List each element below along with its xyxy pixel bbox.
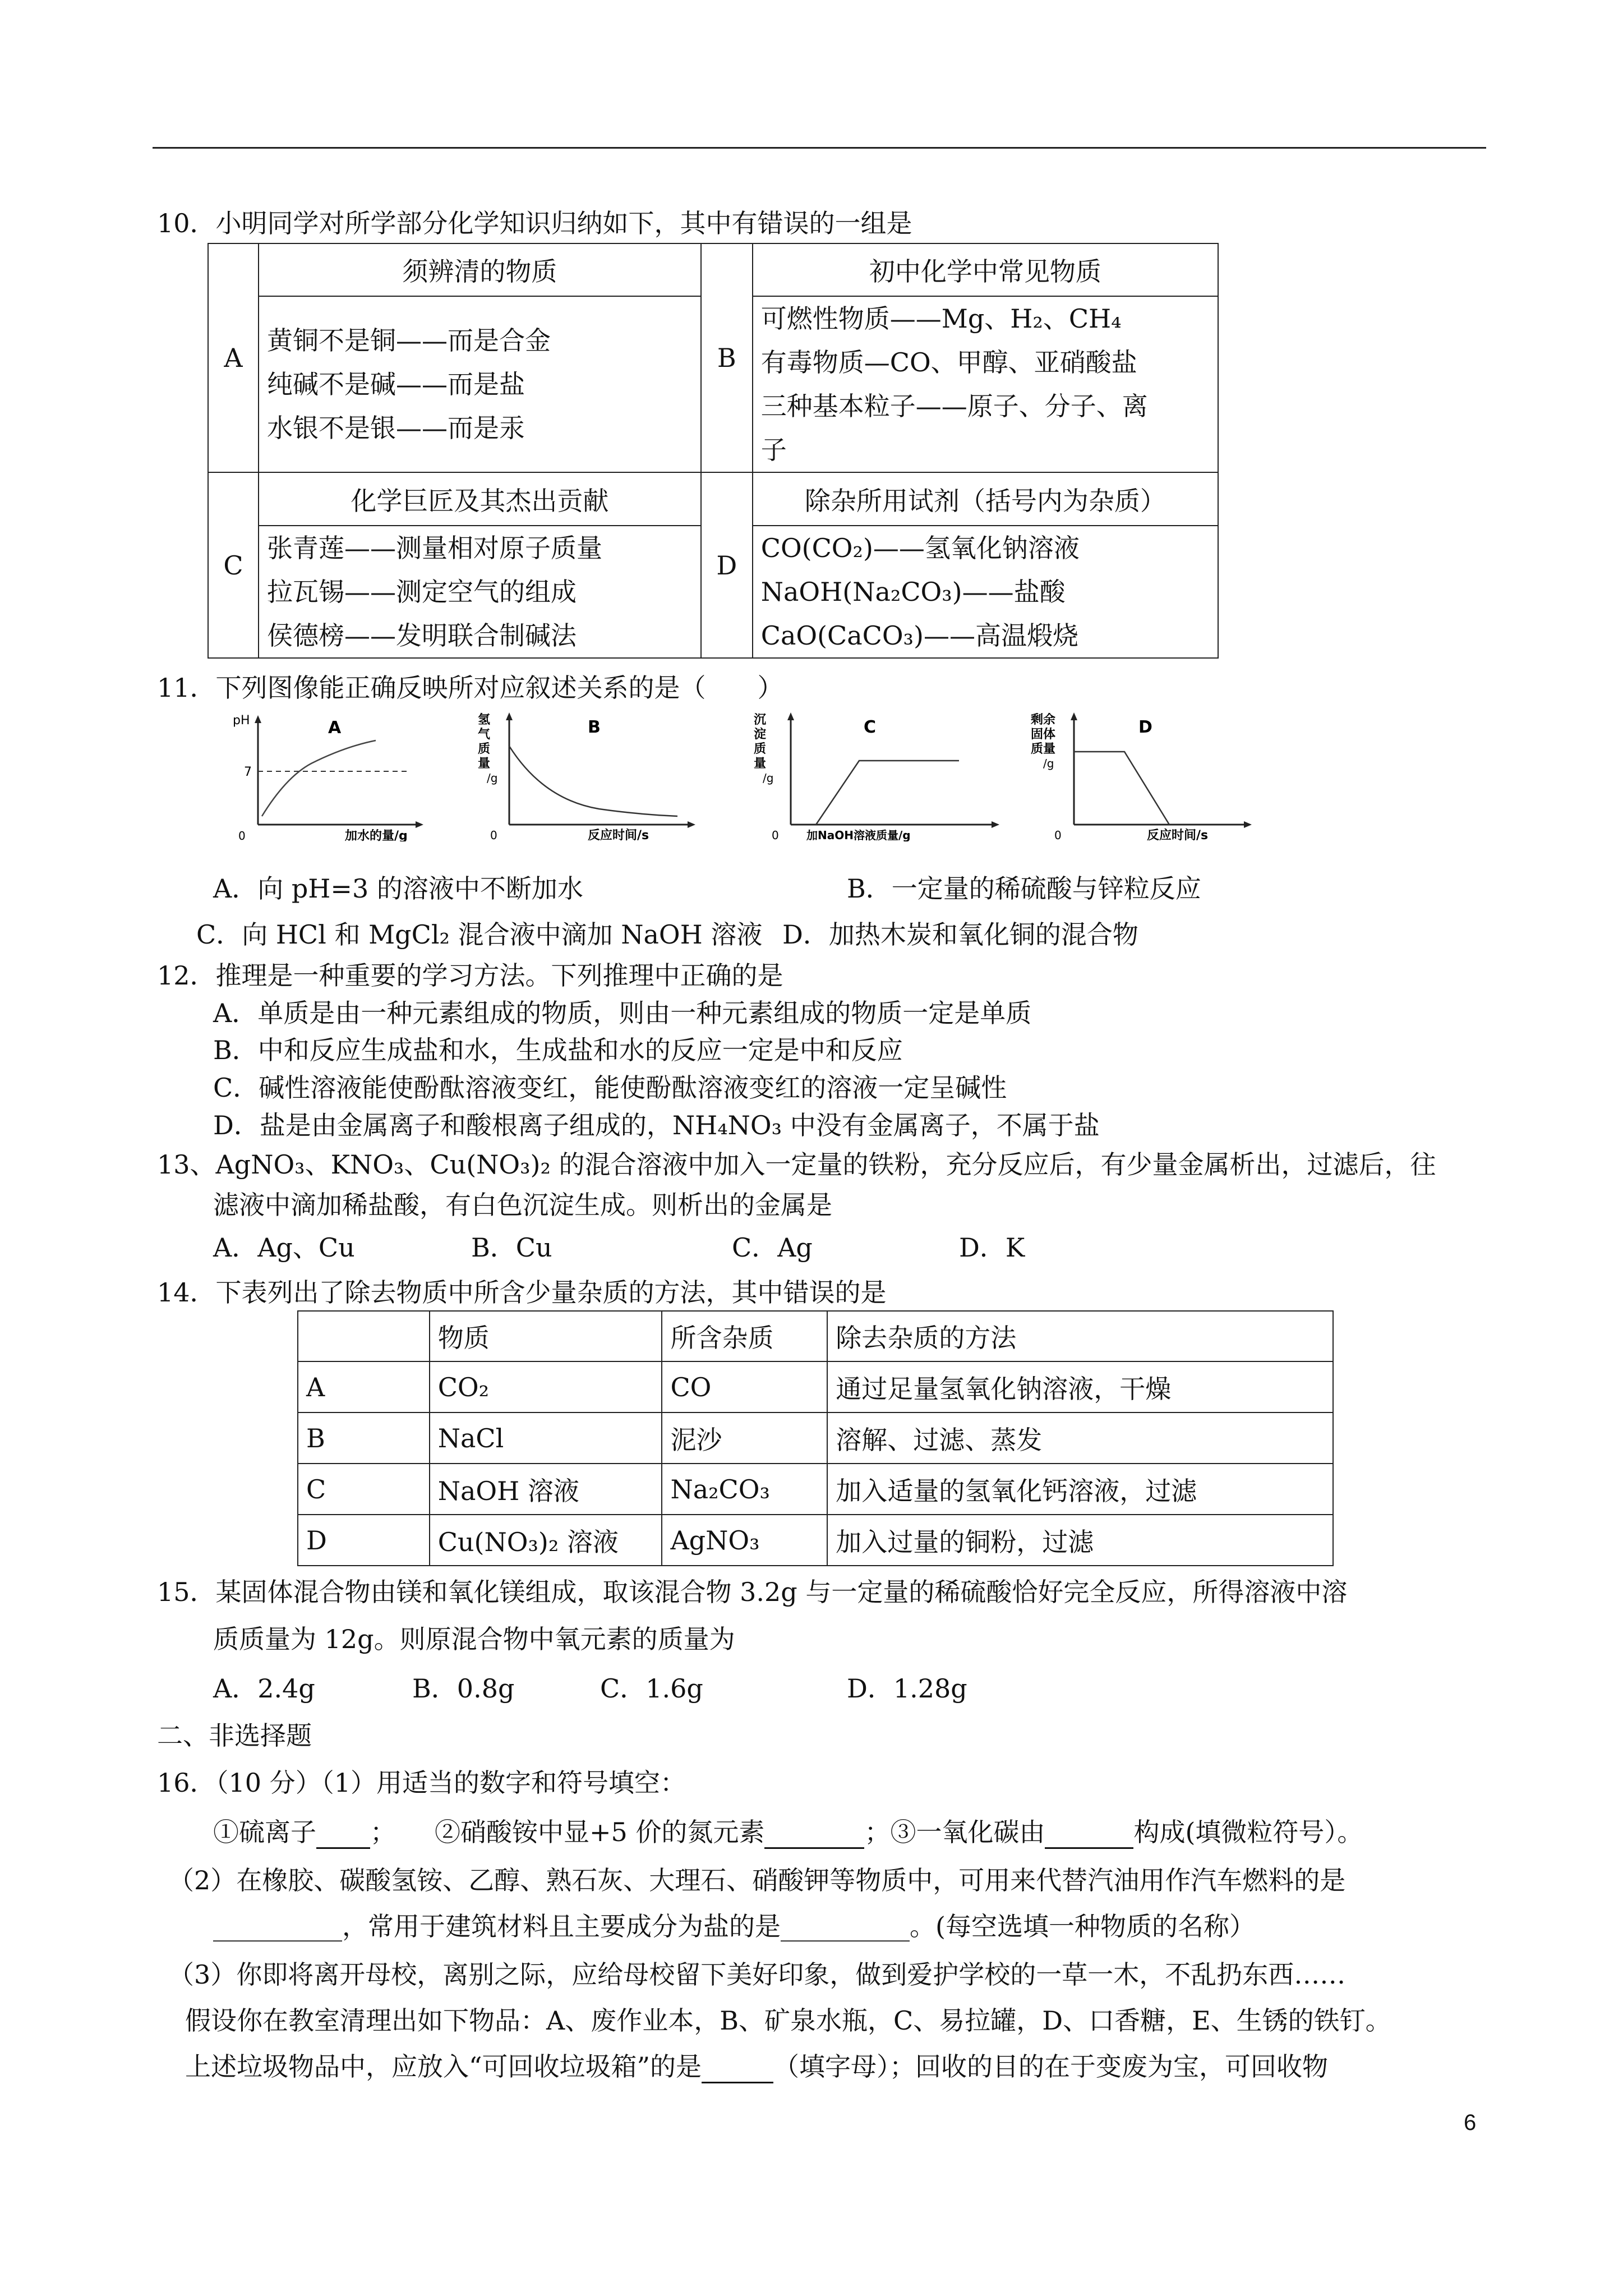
graph-c-ylabel: 质 (754, 742, 767, 756)
table-cell: 泥沙 (662, 1412, 827, 1464)
q10-b-line: 子 (760, 435, 787, 465)
q12-stem: 12．推理是一种重要的学习方法。下列推理中正确的是 (157, 960, 783, 991)
graph-d-ylabel: 剩余 (1031, 713, 1056, 727)
q12-option-b: B．中和反应生成盐和水，生成盐和水的反应一定是中和反应 (213, 1035, 903, 1065)
graph-c-curve (816, 761, 959, 825)
table-cell: 溶解、过滤、蒸发 (827, 1412, 1333, 1464)
q11-option-c: C．向 HCl 和 MgCl₂ 混合液中滴加 NaOH 溶液 (196, 919, 763, 950)
q15-option-b: B．0.8g (412, 1673, 515, 1704)
graph-b-origin: 0 (490, 829, 497, 841)
table-cell: B (298, 1412, 430, 1464)
graph-d-letter: D (1138, 717, 1152, 737)
graph-b (476, 707, 700, 841)
q15-option-c: C．1.6g (600, 1673, 703, 1704)
graph-c-origin: 0 (772, 829, 779, 841)
q13-option-c: C．Ag (732, 1232, 813, 1263)
graph-d-xlabel: 反应时间/s (1147, 829, 1209, 841)
q10-header-a: 须辨清的物质 (259, 243, 701, 296)
q16-line6-label: 上述垃圾物品中，应放入“可回收垃圾箱”的是 (185, 2051, 702, 2082)
q13-stem-line1: 13、AgNO₃、KNO₃、Cu(NO₃)₂ 的混合溶液中加入一定量的铁粉，充分反应后，有少量金属析出，过滤后，往 (157, 1149, 1436, 1180)
graph-d-curve (1074, 752, 1169, 825)
q15-option-d: D．1.28g (847, 1673, 967, 1704)
answer-blank[interactable] (1045, 1817, 1133, 1849)
q10-d-line: CO(CO₂)——氢氧化钠溶液 (760, 533, 1080, 563)
answer-blank[interactable] (316, 1817, 370, 1849)
graph-a-letter: A (328, 718, 342, 738)
q16-line2: （2）在橡胶、碳酸氢铵、乙醇、熟石灰、大理石、硝酸钾等物质中，可用来代替汽油用作汽车燃料的是 (168, 1865, 1346, 1895)
graph-a (233, 710, 435, 841)
graph-b-y-arrow (506, 712, 513, 720)
q13-stem-line2: 滤液中滴加稀盐酸，有白色沉淀生成。则析出的金属是 (213, 1190, 832, 1220)
graph-d-origin: 0 (1054, 829, 1062, 841)
q10-cell-d (753, 526, 1218, 658)
graph-b-ylabel: 气 (478, 728, 491, 742)
q10-letter-d: D (701, 472, 753, 658)
graph-b-xlabel: 反应时间/s (588, 829, 649, 841)
section-heading: 二、非选择题 (157, 1720, 312, 1751)
table-cell: 通过足量氢氧化钠溶液，干燥 (827, 1361, 1333, 1412)
q16-part1-label: ①硫离子 (213, 1817, 316, 1847)
graph-c-xlabel: 加NaOH溶液质量/g (806, 829, 911, 841)
q14-header-cell: 除去杂质的方法 (827, 1311, 1333, 1361)
q14-header-cell: 物质 (430, 1311, 662, 1361)
graph-d-x-arrow (1244, 821, 1252, 828)
graph-a-x-arrow (416, 821, 423, 828)
q13-option-a: A．Ag、Cu (213, 1232, 355, 1263)
table-cell: 加入过量的铜粉，过滤 (827, 1515, 1333, 1566)
graph-a-yline-label: 7 (244, 765, 252, 779)
graph-c-ylabel: /g (763, 771, 774, 785)
q14-header-cell: 所含杂质 (662, 1311, 827, 1361)
q12-option-c: C．碱性溶液能使酚酞溶液变红，能使酚酞溶液变红的溶液一定呈碱性 (213, 1073, 1007, 1103)
q16-line6-suffix: （填字母）；回收的目的在于变废为宝，可回收物 (773, 2051, 1329, 2082)
q14-header-cell (298, 1311, 430, 1361)
q16-line4: （3）你即将离开母校，离别之际，应给母校留下美好印象，做到爱护学校的一草一木，不乱扔东西…… (168, 1959, 1346, 1990)
table-cell: AgNO₃ (662, 1515, 827, 1566)
table-row (298, 1515, 1333, 1566)
graph-a-xlabel: 加水的量/g (345, 829, 408, 841)
header-rule (153, 147, 1486, 149)
q13-option-d: D．K (959, 1232, 1025, 1263)
graph-d (1021, 707, 1256, 841)
graph-c-y-arrow (787, 712, 794, 720)
table-cell: 加入适量的氢氧化钙溶液，过滤 (827, 1464, 1333, 1515)
q10-b-line: 三种基本粒子——原子、分子、离 (760, 391, 1148, 421)
table-cell: Na₂CO₃ (662, 1464, 827, 1515)
q12-option-d: D．盐是由金属离子和酸根离子组成的，NH₄NO₃ 中没有金属离子，不属于盐 (213, 1110, 1100, 1140)
q10-cell-a (259, 296, 701, 472)
answer-blank[interactable] (702, 2051, 773, 2083)
q14-stem: 14．下表列出了除去物质中所含少量杂质的方法，其中错误的是 (157, 1277, 887, 1308)
q10-a-line: 纯碱不是碱——而是盐 (266, 369, 525, 399)
q10-cell-b (753, 296, 1218, 472)
q11-stem: 11．下列图像能正确反映所对应叙述关系的是（ ） (157, 673, 783, 703)
q10-d-line: CaO(CaCO₃)——高温煅烧 (760, 620, 1078, 651)
graph-a-origin: 0 (238, 829, 246, 841)
graph-c-ylabel: 沉 (754, 713, 767, 727)
q10-table (208, 243, 1219, 659)
graph-b-curve (509, 746, 677, 816)
q11-option-d: D．加热木炭和氧化铜的混合物 (782, 919, 1138, 950)
graph-b-x-arrow (688, 821, 695, 828)
graph-c-ylabel: 量 (754, 757, 767, 771)
graph-d-ylabel: 固体 (1031, 728, 1056, 742)
q10-header-b: 初中化学中常见物质 (753, 243, 1218, 296)
q10-header-d: 除杂所用试剂（括号内为杂质） (753, 472, 1218, 526)
q10-a-line: 黄铜不是铜——而是合金 (266, 325, 551, 356)
q10-letter-c: C (208, 472, 259, 658)
graph-d-y-arrow (1071, 712, 1077, 720)
graph-d-ylabel: 质量 (1031, 742, 1056, 756)
q10-header-c: 化学巨匠及其杰出贡献 (259, 472, 701, 526)
q11-option-a: A．向 pH=3 的溶液中不断加水 (213, 873, 583, 904)
q16-part2-label: ； ②硝酸铵中显+5 价的氮元素 (370, 1817, 765, 1847)
table-cell: NaCl (430, 1412, 662, 1464)
graph-d-ylabel: /g (1043, 757, 1054, 770)
table-cell: CO₂ (430, 1361, 662, 1412)
table-cell: NaOH 溶液 (430, 1464, 662, 1515)
table-cell: C (298, 1464, 430, 1515)
q15-stem-line1: 15．某固体混合物由镁和氧化镁组成，取该混合物 3.2g 与一定量的稀硫酸恰好完全反应，所得溶液中溶 (157, 1577, 1348, 1607)
graph-b-ylabel: 氢 (478, 713, 491, 727)
graph-a-y-arrow (255, 715, 261, 723)
q10-letter-a: A (208, 243, 259, 472)
q16-stem: 16．（10 分）（1）用适当的数字和符号填空： (157, 1768, 686, 1798)
graph-a-ylabel: pH (233, 714, 250, 728)
graph-c-x-arrow (992, 821, 999, 828)
q10-d-line: NaOH(Na₂CO₃)——盐酸 (760, 577, 1066, 607)
q16-line1 (213, 1812, 1363, 1849)
q10-a-line: 水银不是银——而是汞 (266, 413, 525, 443)
q11-option-b: B．一定量的稀硫酸与锌粒反应 (847, 873, 1201, 904)
table-row (298, 1464, 1333, 1515)
q16-part3-label: ；③一氧化碳由 (864, 1817, 1045, 1847)
page-number: 6 (1464, 2110, 1477, 2135)
q16-line6 (185, 2046, 1328, 2083)
graph-c (735, 707, 1004, 841)
q13-option-b: B．Cu (471, 1232, 552, 1263)
table-cell: D (298, 1515, 430, 1566)
q16-part3-suffix: 构成(填微粒符号）。 (1133, 1817, 1363, 1847)
graph-a-curve (262, 740, 376, 816)
graph-c-ylabel: 淀 (754, 728, 767, 742)
q10-stem: 10．小明同学对所学部分化学知识归纳如下，其中有错误的一组是 (157, 208, 912, 238)
q10-cell-c (259, 526, 701, 658)
q12-option-a: A．单质是由一种元素组成的物质，则由一种元素组成的物质一定是单质 (213, 998, 1032, 1028)
q10-b-line: 可燃性物质——Mg、H₂、CH₄ (760, 303, 1122, 334)
table-cell: A (298, 1361, 430, 1412)
q16-line3: __________，常用于建筑材料且主要成分为盐的是__________。(每空选填一种物质的名称） (213, 1911, 1255, 1941)
q10-c-line: 拉瓦锡——测定空气的组成 (266, 577, 577, 607)
q16-line5: 假设你在教室清理出如下物品：A、废作业本，B、矿泉水瓶，C、易拉罐，D、口香糖，E、生锈的铁钉。 (185, 2005, 1391, 2036)
q10-c-line: 张青莲——测量相对原子质量 (266, 533, 602, 563)
q15-option-a: A．2.4g (213, 1673, 315, 1704)
q15-stem-line2: 质质量为 12g。则原混合物中氧元素的质量为 (213, 1624, 735, 1654)
table-cell: CO (662, 1361, 827, 1412)
table-row (298, 1412, 1333, 1464)
q14-table (297, 1310, 1334, 1566)
graph-b-ylabel: 量 (478, 757, 491, 771)
graph-c-letter: C (864, 717, 877, 737)
q10-letter-b: B (701, 243, 753, 472)
q10-c-line: 侯德榜——发明联合制碱法 (266, 620, 577, 651)
graph-b-ylabel: 质 (478, 742, 491, 756)
table-cell: Cu(NO₃)₂ 溶液 (430, 1515, 662, 1566)
table-row (298, 1361, 1333, 1412)
graph-b-ylabel: /g (487, 771, 498, 785)
q10-b-line: 有毒物质—CO、甲醇、亚硝酸盐 (760, 347, 1137, 378)
answer-blank[interactable] (764, 1817, 864, 1849)
graph-b-letter: B (588, 717, 601, 737)
